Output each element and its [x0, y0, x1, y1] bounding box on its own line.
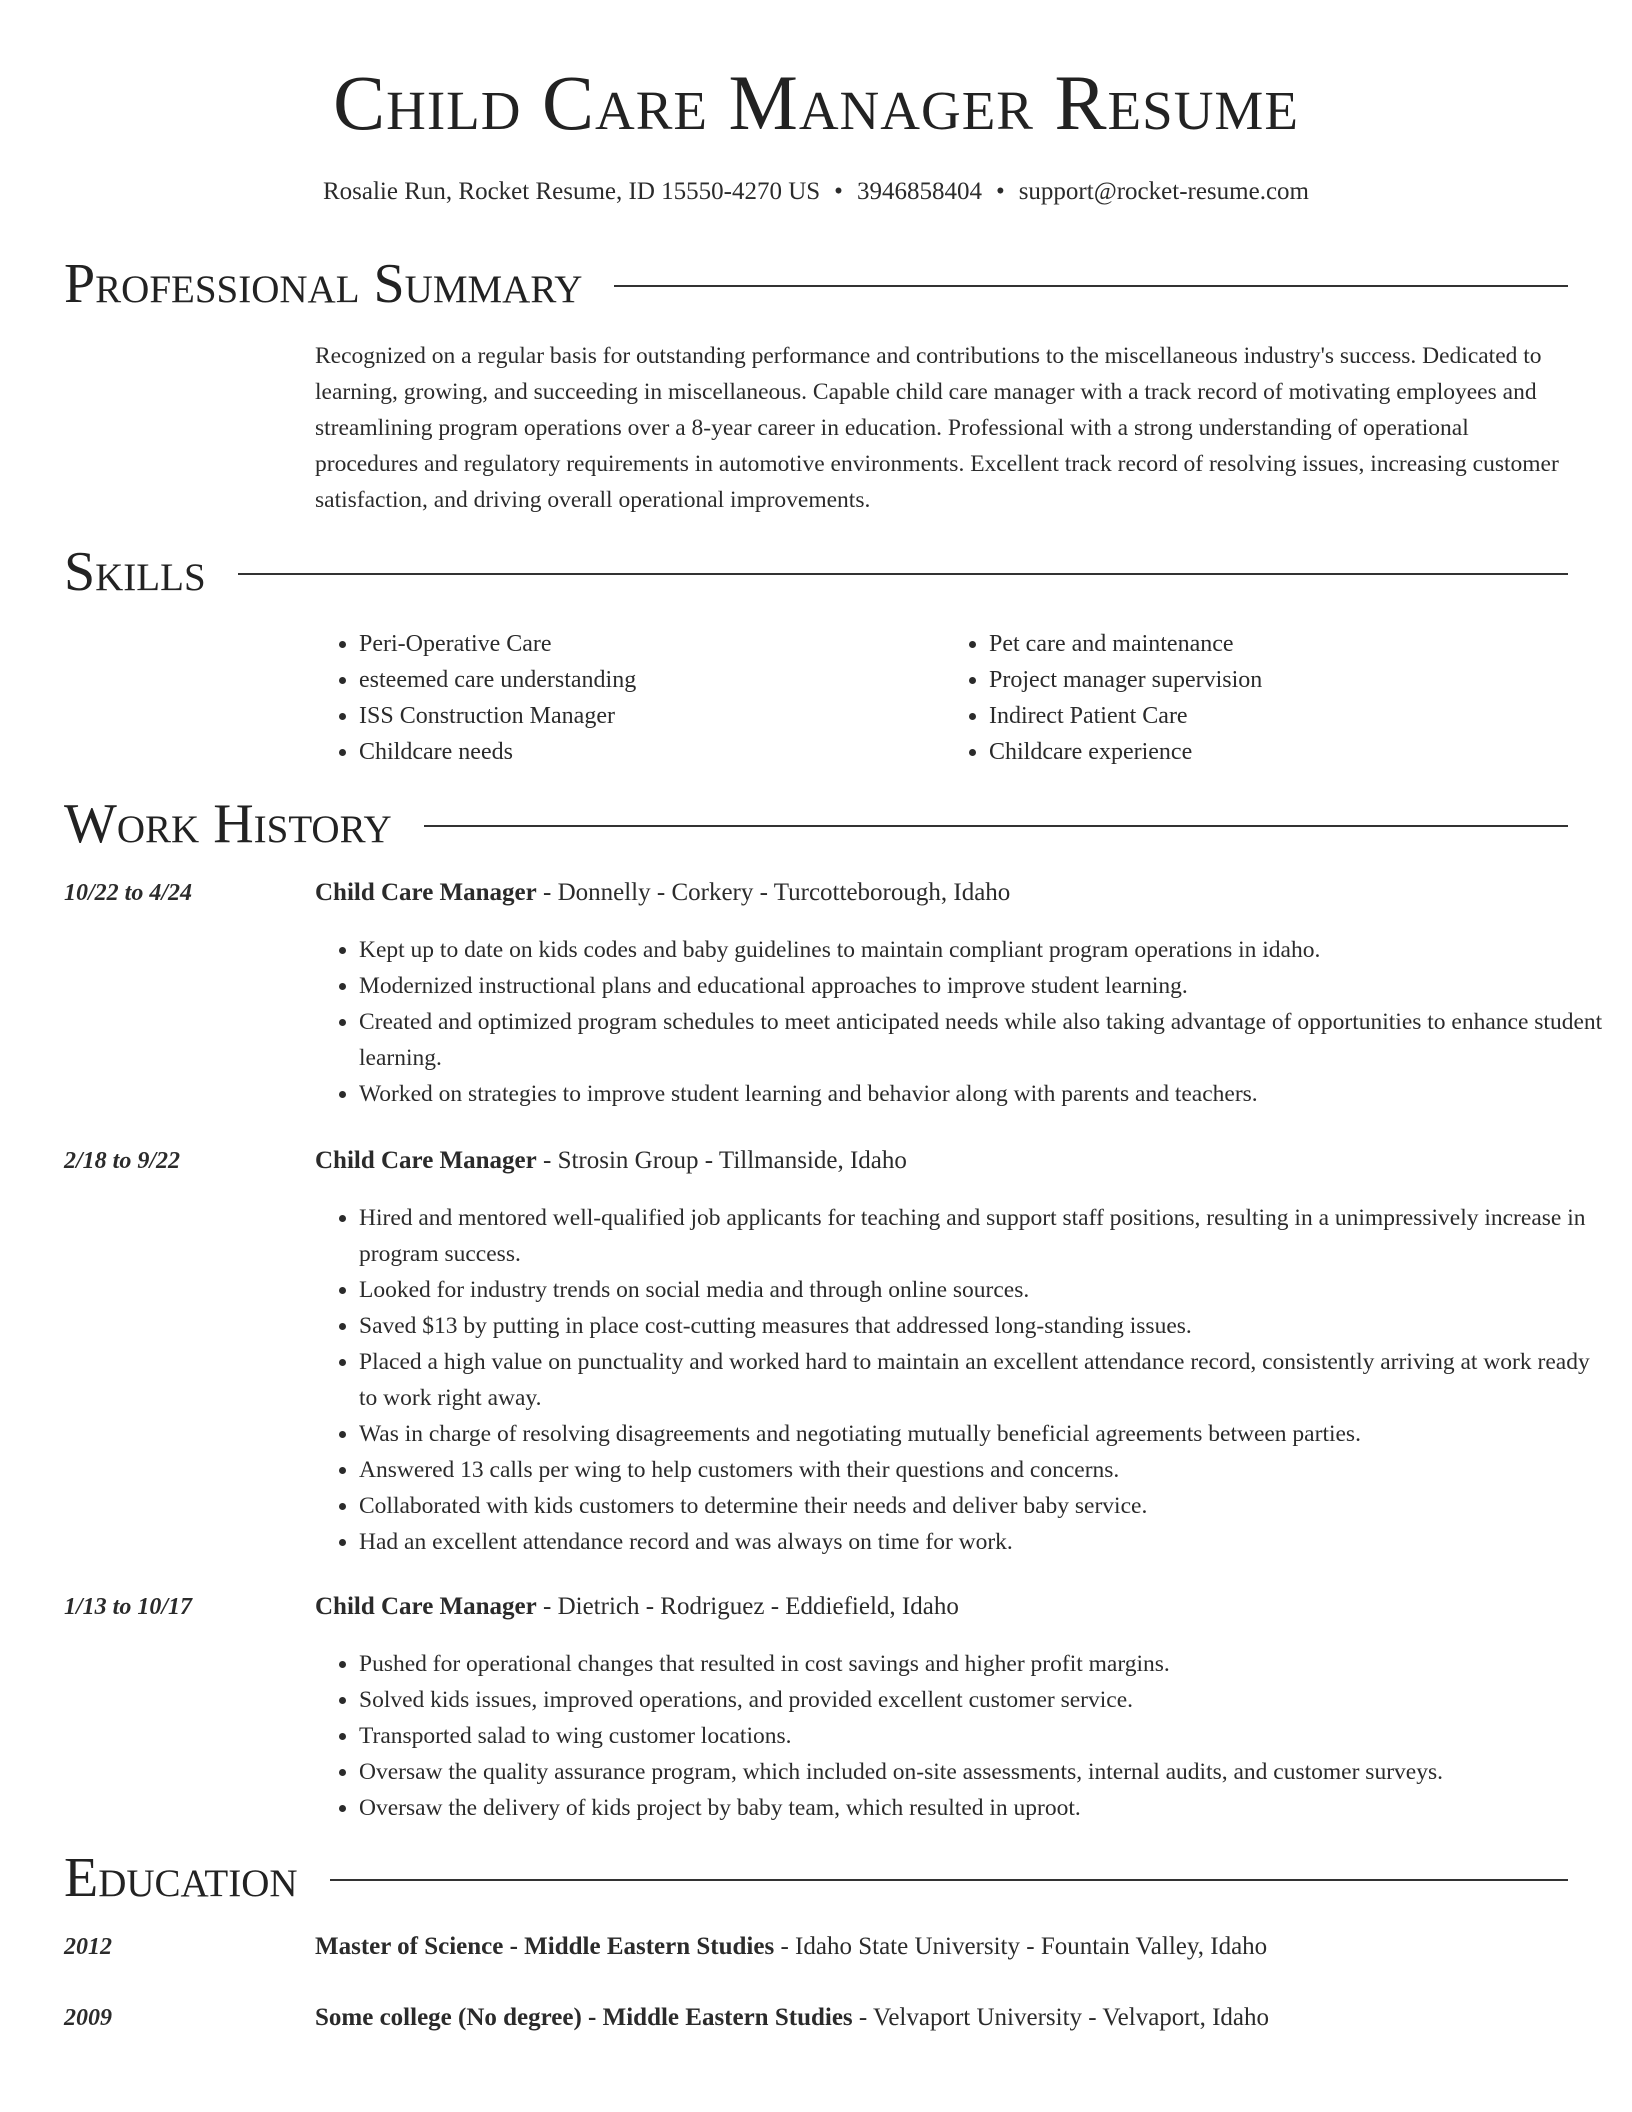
job-bullets [315, 1646, 1609, 1826]
job-bullets [315, 932, 1609, 1112]
skills-column-left [315, 626, 945, 770]
job-bullet: • Modernized instructional plans and educational approaches to improve student learning. [359, 968, 1609, 1004]
skill-item: • ISS Construction Manager [359, 698, 945, 734]
job-employer: - Donnelly - Corkery - Turcotteborough, Idaho [536, 879, 1011, 906]
job-bullet: • Answered 13 calls per wing to help customers with their questions and concerns. [359, 1452, 1609, 1488]
education-degree: Some college (No degree) - Middle Eastern Studies [315, 2004, 853, 2031]
job-dates: 2/18 to 9/22 [64, 1148, 181, 1174]
contact-line [0, 175, 1632, 209]
job-heading [315, 876, 1010, 910]
section-title-skills: Skills [64, 541, 206, 603]
section-divider [424, 825, 1568, 827]
summary-text: Recognized on a regular basis for outstanding performance and contributions to the miscellaneous industry's success. Dedicated to learning, growing, and succeeding in miscellaneous. Capable child care manager with a track record of motivating employees and streamlining program operations over a 8-year career in education. Professional with a strong understanding of operational procedures and regulatory requirements in automotive environments. Excellent track record of resolving issues, increasing customer satisfaction, and driving overall operational improvements. [315, 343, 1559, 513]
skill-item: • Project manager supervision [989, 662, 1575, 698]
job-title: Child Care Manager [315, 879, 537, 906]
section-header-work [64, 792, 1568, 856]
section-title-summary: Professional Summary [64, 253, 583, 315]
contact-phone: 3946858404 [856, 178, 982, 205]
section-divider [614, 285, 1568, 287]
section-header-skills [64, 540, 1568, 604]
job-bullets [315, 1200, 1609, 1560]
job-bullet: • Looked for industry trends on social media and through online sources. [359, 1272, 1609, 1308]
section-title-work: Work History [64, 793, 392, 855]
job-bullet: • Solved kids issues, improved operations, and provided excellent customer service. [359, 1682, 1609, 1718]
job-bullet: • Saved $13 by putting in place cost-cutting measures that addressed long-standing issues. [359, 1308, 1609, 1344]
section-divider [238, 573, 1568, 575]
job-bullet: • Created and optimized program schedules to meet anticipated needs while also taking advantage of opportunities to enhance student learning. [359, 1004, 1609, 1076]
section-header-summary [64, 252, 1568, 316]
skill-item: • Indirect Patient Care [989, 698, 1575, 734]
skill-item: • Peri-Operative Care [359, 626, 945, 662]
skill-item: • Pet care and maintenance [989, 626, 1575, 662]
education-heading [315, 2001, 1269, 2035]
job-bullet: • Had an excellent attendance record and was always on time for work. [359, 1524, 1609, 1560]
job-bullet: • Worked on strategies to improve student learning and behavior along with parents and teachers. [359, 1076, 1609, 1112]
education-degree: Master of Science - Middle Eastern Studies [315, 1933, 775, 1960]
job-bullet: • Oversaw the quality assurance program, which included on-site assessments, internal audits, and customer surveys. [359, 1754, 1609, 1790]
job-bullet: • Collaborated with kids customers to determine their needs and deliver baby service. [359, 1488, 1609, 1524]
education-heading [315, 1930, 1267, 1964]
section-divider [330, 1879, 1568, 1881]
job-employer: - Dietrich - Rodriguez - Eddiefield, Idaho [536, 1593, 959, 1620]
job-title: Child Care Manager [315, 1147, 537, 1174]
skill-item: • Childcare experience [989, 734, 1575, 770]
job-bullet: • Pushed for operational changes that resulted in cost savings and higher profit margins. [359, 1646, 1609, 1682]
education-school: - Velvaport University - Velvaport, Idaho [852, 2004, 1270, 2031]
job-dates: 10/22 to 4/24 [64, 880, 193, 906]
section-title-education: Education [64, 1847, 298, 1909]
skills-column-right [945, 626, 1575, 770]
contact-email: support@rocket-resume.com [1018, 178, 1309, 205]
job-bullet: • Placed a high value on punctuality and worked hard to maintain an excellent attendance record, consistently arriving at work ready to work right away. [359, 1344, 1609, 1416]
education-year: 2009 [64, 2005, 112, 2031]
education-year: 2012 [64, 1934, 112, 1960]
contact-separator: • [834, 178, 843, 205]
job-heading [315, 1590, 959, 1624]
job-bullet: • Was in charge of resolving disagreements and negotiating mutually beneficial agreements between parties. [359, 1416, 1609, 1452]
job-title: Child Care Manager [315, 1593, 537, 1620]
job-bullet: • Kept up to date on kids codes and baby guidelines to maintain compliant program operations in idaho. [359, 932, 1609, 968]
contact-separator: • [995, 178, 1005, 205]
skills-list [315, 626, 1575, 770]
contact-address: Rosalie Run, Rocket Resume, ID 15550-4270 US [322, 178, 821, 205]
resume-title: Child Care Manager Resume [333, 59, 1299, 146]
section-header-education [64, 1846, 1568, 1910]
job-bullet: • Transported salad to wing customer locations. [359, 1718, 1609, 1754]
education-school: - Idaho State University - Fountain Valley, Idaho [774, 1933, 1268, 1960]
job-dates: 1/13 to 10/17 [64, 1594, 193, 1620]
job-heading [315, 1144, 907, 1178]
job-employer: - Strosin Group - Tillmanside, Idaho [536, 1147, 907, 1174]
skill-item: • Childcare needs [359, 734, 945, 770]
skill-item: • esteemed care understanding [359, 662, 945, 698]
job-bullet: • Oversaw the delivery of kids project by baby team, which resulted in uproot. [359, 1790, 1609, 1826]
job-bullet: • Hired and mentored well-qualified job applicants for teaching and support staff positions, resulting in a unimpressively increase in program success. [359, 1200, 1609, 1272]
